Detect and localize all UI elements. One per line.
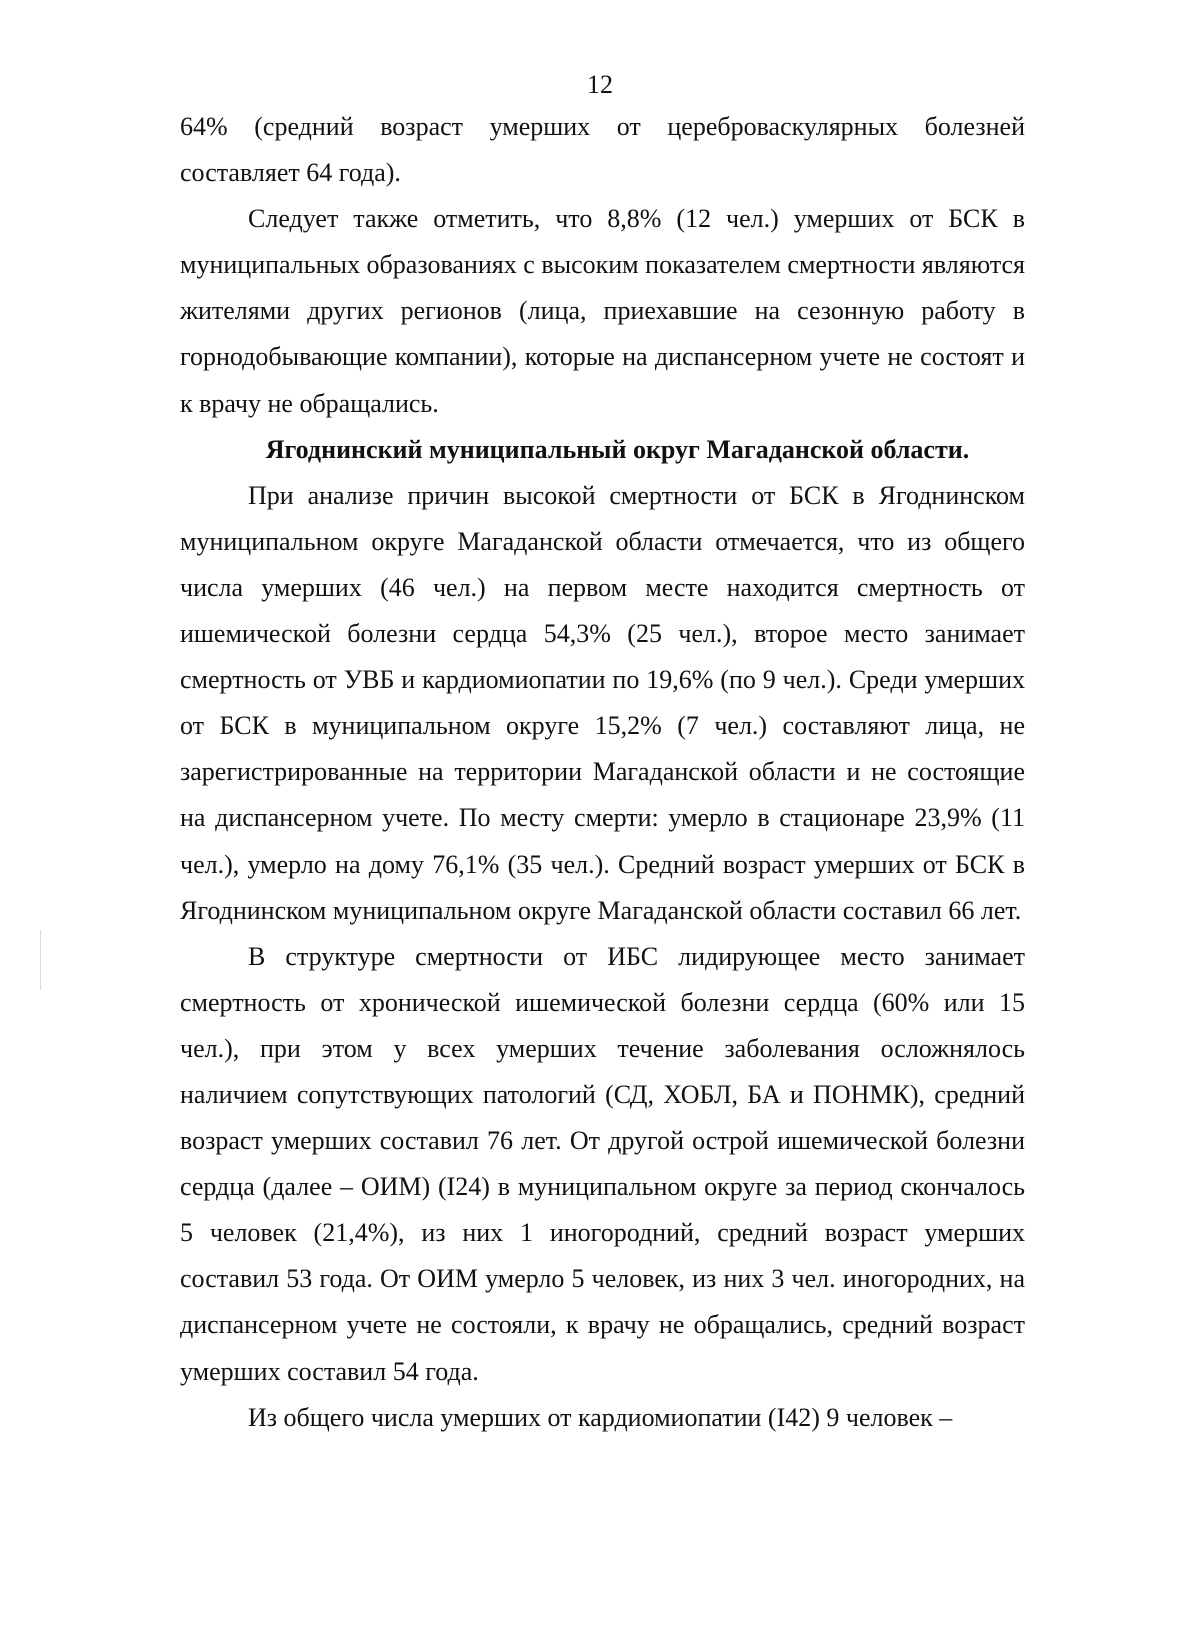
page-number: 12 — [587, 70, 613, 99]
paragraph-analysis: При анализе причин высокой смертности от БСК в Ягоднинском муниципальном округе Магаданской области отмечается, что из общего числа умерших (46 чел.) на первом месте находится смертность от ишемической болезни сердца 54,3% (25 чел.), второе место занимает смертность от УВБ и кардиомиопатии по 19,6% (по 9 чел.). Среди умерших от БСК в муниципальном округе 15,2% (7 чел.) составляют лица, не зарегистрированные на территории Магаданской области и не состоящие на диспансерном учете. По месту смерти: умерло в стационаре 23,9% (11 чел.), умерло на дому 76,1% (35 чел.). Средний возраст умерших от БСК в Ягоднинском муниципальном округе Магаданской области составил 66 лет. — [180, 480, 1025, 925]
document-body — [180, 104, 1025, 1441]
paragraph-continuation: 64% (средний возраст умерших от цереброваскулярных болезней составляет 64 года). — [180, 112, 1025, 188]
paragraph-ibs-structure: В структуре смертности от ИБС лидирующее место занимает смертность от хронической ишемической болезни сердца (60% или 15 чел.), при этом у всех умерших течение заболевания осложнялось наличием сопутствующих патологий (СД, ХОБЛ, БА и ПОНМК), средний возраст умерших составил 76 лет. От другой острой ишемической болезни сердца (далее – ОИМ) (I24) в муниципальном округе за период скончалось 5 человек (21,4%), из них 1 иногородний, средний возраст умерших составил 53 года. От ОИМ умерло 5 человек, из них 3 чел. иногородних, на диспансерном учете не состояли, к врачу не обращались, средний возраст умерших составил 54 года. — [180, 941, 1025, 1386]
paragraph-nonresidents: Следует также отметить, что 8,8% (12 чел.) умерших от БСК в муниципальных образованиях с высоким показателем смертности являются жителями других регионов (лица, приехавшие на сезонную работу в горнодобывающие компании), которые на диспансерном учете не состоят и к врачу не обращались. — [180, 204, 1025, 418]
paragraph-cardiomyopathy: Из общего числа умерших от кардиомиопатии (I42) 9 человек – — [248, 1402, 953, 1432]
section-heading: Ягоднинский муниципальный округ Магаданской области. — [265, 434, 970, 464]
scan-margin-mark — [40, 930, 41, 990]
